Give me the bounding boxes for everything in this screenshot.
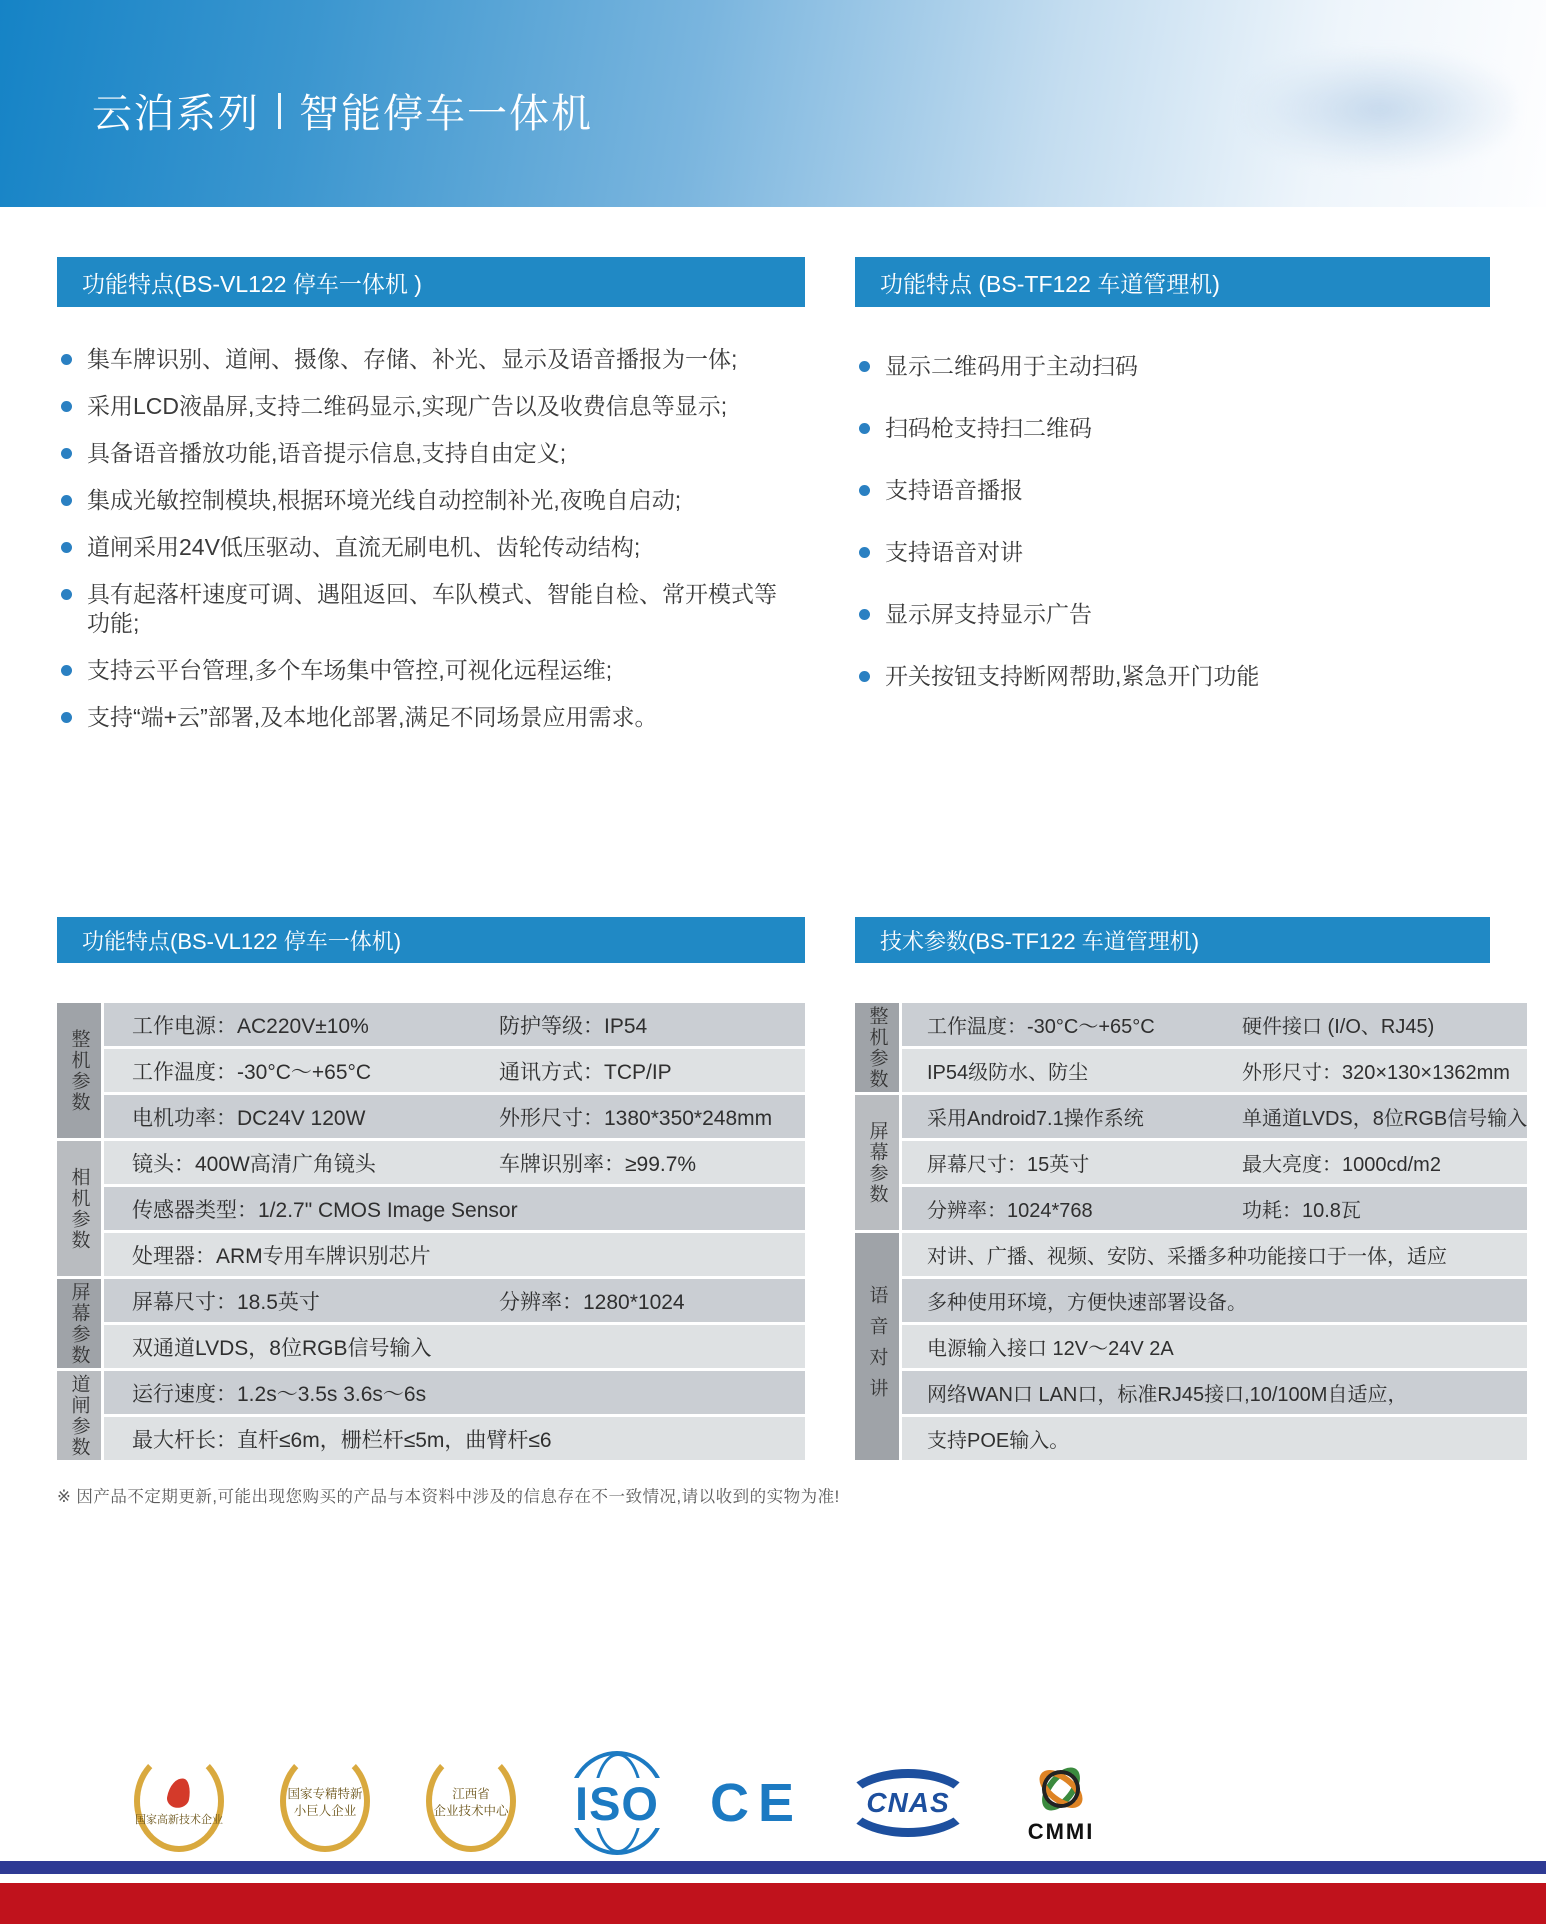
list-item bbox=[57, 439, 777, 468]
spec-sidebar bbox=[57, 1003, 104, 1463]
bullet-text: 支持语音对讲 bbox=[885, 538, 1023, 565]
spec-row bbox=[104, 1233, 805, 1279]
bullet-icon bbox=[61, 401, 72, 412]
spec-sidebar-section: 整机参数 bbox=[855, 1003, 899, 1095]
list-item bbox=[57, 656, 777, 685]
bullet-text: 具有起落杆速度可调、遇阻返回、车队模式、智能自检、常开模式等功能; bbox=[87, 580, 777, 636]
bullet-text: 显示二维码用于主动扫码 bbox=[885, 353, 1138, 379]
cert-label: 国家高新技术企业 bbox=[135, 1814, 223, 1827]
spec-cell: 车牌识别率：≥99.7% bbox=[499, 1152, 697, 1176]
spec-cell: 最大亮度：1000cd/m2 bbox=[1242, 1154, 1441, 1176]
page-title bbox=[92, 82, 593, 139]
list-item bbox=[855, 476, 1505, 505]
bullet-icon bbox=[859, 671, 870, 682]
list-item bbox=[855, 352, 1505, 381]
cert-label: CNAS bbox=[866, 1787, 950, 1818]
bullet-icon bbox=[61, 589, 72, 600]
cert-high-tech-enterprise-logo bbox=[126, 1746, 232, 1860]
spec-row bbox=[104, 1187, 805, 1233]
spec-cell: 分辨率：1024*768 bbox=[927, 1200, 1093, 1222]
bullet-text: 采用LCD液晶屏,支持二维码显示,实现广告以及收费信息等显示; bbox=[87, 392, 728, 419]
section-bar-features-tf122 bbox=[855, 257, 1490, 307]
footnote: ※ 因产品不定期更新,可能出现您购买的产品与本资料中涉及的信息存在不一致情况,请以收到的实物为准! bbox=[57, 1488, 840, 1506]
list-item bbox=[855, 662, 1505, 691]
section-bar-features-vl122 bbox=[57, 257, 805, 307]
section-bar-specs-vl122 bbox=[57, 917, 805, 963]
spec-row bbox=[902, 1049, 1527, 1095]
features-tf122-list bbox=[855, 352, 1505, 724]
bullet-text: 集车牌识别、道闸、摄像、存储、补光、显示及语音播报为一体; bbox=[87, 346, 738, 372]
title-series: 云泊系列 bbox=[92, 92, 260, 136]
spec-row bbox=[902, 1371, 1527, 1417]
bullet-text: 扫码枪支持扫二维码 bbox=[885, 414, 1092, 441]
spec-row bbox=[902, 1003, 1527, 1049]
spec-cell: 工作温度：-30°C～+65°C bbox=[927, 1016, 1155, 1038]
spec-sidebar-section: 相机参数 bbox=[57, 1141, 101, 1279]
spec-cell: 分辨率：1280*1024 bbox=[499, 1290, 685, 1314]
list-item bbox=[57, 486, 777, 515]
spec-cell: 传感器类型：1/2.7" CMOS Image Sensor bbox=[132, 1198, 518, 1222]
spec-cell: 功耗：10.8瓦 bbox=[1242, 1200, 1361, 1222]
spec-cell: 双通道LVDS，8位RGB信号输入 bbox=[132, 1336, 432, 1360]
bullet-text: 具备语音播放功能,语音提示信息,支持自由定义; bbox=[87, 439, 567, 466]
list-item bbox=[57, 345, 777, 374]
list-item bbox=[57, 703, 777, 732]
list-item bbox=[855, 538, 1505, 567]
section-bar-label: 技术参数(BS-TF122 车道管理机) bbox=[880, 928, 1200, 954]
spec-sidebar-section: 道闸参数 bbox=[57, 1371, 101, 1463]
bullet-text: 集成光敏控制模块,根据环境光线自动控制补光,夜晚自启动; bbox=[87, 486, 682, 513]
cert-logos-row bbox=[126, 1742, 1109, 1864]
cert-label: 小巨人企业 bbox=[293, 1804, 357, 1818]
bullet-text: 支持云平台管理,多个车场集中管控,可视化远程运维; bbox=[87, 656, 613, 683]
list-item bbox=[57, 580, 777, 638]
bullet-icon bbox=[859, 361, 870, 372]
cert-label: CE bbox=[710, 1773, 804, 1833]
spec-cell: 通讯方式：TCP/IP bbox=[499, 1060, 672, 1084]
header-banner bbox=[0, 0, 1546, 207]
cert-cmmi-logo bbox=[1013, 1762, 1109, 1845]
spec-cell: 外形尺寸：1380*350*248mm bbox=[499, 1106, 773, 1130]
spec-cell: IP54级防水、防尘 bbox=[927, 1062, 1089, 1084]
spec-sidebar-section: 语音对讲 bbox=[855, 1233, 899, 1463]
cert-label: 企业技术中心 bbox=[433, 1804, 509, 1818]
bullet-text: 支持“端+云”部署,及本地化部署,满足不同场景应用需求。 bbox=[87, 703, 658, 730]
spec-sidebar-section: 屏幕参数 bbox=[57, 1279, 101, 1371]
bullet-icon bbox=[61, 542, 72, 553]
spec-cell: 多种使用环境，方便快速部署设备。 bbox=[927, 1292, 1247, 1314]
spec-cell: 镜头：400W高清广角镜头 bbox=[132, 1152, 376, 1176]
bullet-icon bbox=[61, 495, 72, 506]
watermark-logo bbox=[1245, 52, 1515, 167]
list-item bbox=[57, 533, 777, 562]
spec-cell: 电源输入接口 12V～24V 2A bbox=[927, 1338, 1174, 1360]
spec-row bbox=[902, 1233, 1527, 1279]
section-bar-specs-tf122 bbox=[855, 917, 1490, 963]
spec-cell: 处理器：ARM专用车牌识别芯片 bbox=[132, 1244, 431, 1268]
cert-label: CMMI bbox=[1027, 1818, 1095, 1844]
bullet-text: 显示屏支持显示广告 bbox=[885, 600, 1092, 627]
bullet-text: 道闸采用24V低压驱动、直流无刷电机、齿轮传动结构; bbox=[87, 533, 641, 560]
spec-cell: 最大杆长：直杆≤6m，栅栏杆≤5m，曲臂杆≤6 bbox=[132, 1428, 552, 1452]
bullet-icon bbox=[61, 354, 72, 365]
spec-row bbox=[104, 1049, 805, 1095]
bullet-icon bbox=[859, 609, 870, 620]
spec-cell: 防护等级：IP54 bbox=[499, 1014, 648, 1038]
spec-cell: 工作电源：AC220V±10% bbox=[132, 1014, 369, 1038]
spec-row bbox=[104, 1325, 805, 1371]
list-item bbox=[57, 392, 777, 421]
spec-row bbox=[104, 1003, 805, 1049]
bullet-icon bbox=[61, 665, 72, 676]
spec-sidebar bbox=[855, 1003, 902, 1463]
spec-row bbox=[104, 1095, 805, 1141]
spec-cell: 屏幕尺寸：15英寸 bbox=[927, 1154, 1090, 1176]
spec-row bbox=[104, 1417, 805, 1463]
spec-row bbox=[902, 1417, 1527, 1463]
bullet-text: 开关按钮支持断网帮助,紧急开门功能 bbox=[885, 662, 1260, 689]
spec-cell: 网络WAN口 LAN口，标准RJ45接口,10/100M自适应， bbox=[927, 1384, 1408, 1406]
title-product: 智能停车一体机 bbox=[299, 92, 593, 136]
spec-row bbox=[104, 1141, 805, 1187]
cert-ce-logo bbox=[710, 1772, 803, 1834]
spec-cell: 外形尺寸：320×130×1362mm bbox=[1242, 1062, 1510, 1084]
spec-row bbox=[902, 1187, 1527, 1233]
cert-label: ISO bbox=[575, 1776, 659, 1830]
spec-table-tf122 bbox=[855, 1003, 1528, 1463]
features-vl122-list bbox=[57, 345, 777, 750]
bullet-icon bbox=[859, 423, 870, 434]
spec-cell: 支持POE输入。 bbox=[927, 1430, 1070, 1452]
cert-iso-logo bbox=[564, 1751, 670, 1855]
spec-sidebar-section: 整机参数 bbox=[57, 1003, 101, 1141]
spec-cell: 对讲、广播、视频、安防、采播多种功能接口于一体，适应 bbox=[927, 1246, 1447, 1268]
spec-sidebar-section: 屏幕参数 bbox=[855, 1095, 899, 1233]
list-item bbox=[855, 414, 1505, 443]
spec-table-vl122 bbox=[57, 1003, 805, 1463]
section-bar-label: 功能特点 (BS-TF122 车道管理机) bbox=[880, 270, 1220, 297]
bullet-icon bbox=[61, 712, 72, 723]
spec-row bbox=[902, 1095, 1527, 1141]
globe-swirl-icon bbox=[1034, 1762, 1088, 1816]
spec-row bbox=[902, 1325, 1527, 1371]
cert-label: 江西省 bbox=[452, 1787, 490, 1802]
spec-cell: 运行速度：1.2s～3.5s 3.6s～6s bbox=[132, 1382, 427, 1406]
cert-label: 国家专精特新 bbox=[287, 1787, 363, 1802]
bullet-icon bbox=[859, 547, 870, 558]
spec-cell: 单通道LVDS，8位RGB信号输入 bbox=[1242, 1108, 1528, 1130]
spec-cell: 硬件接口 (I/O、RJ45) bbox=[1242, 1016, 1435, 1038]
bullet-icon bbox=[859, 485, 870, 496]
spec-row bbox=[104, 1371, 805, 1417]
cert-jiangxi-tech-center-logo bbox=[418, 1746, 524, 1860]
section-bar-label: 功能特点(BS-VL122 停车一体机 ) bbox=[82, 270, 422, 297]
bullet-icon bbox=[61, 448, 72, 459]
bottom-stripe-blue bbox=[0, 1861, 1546, 1874]
spec-cell: 采用Android7.1操作系统 bbox=[927, 1108, 1144, 1130]
spec-cell: 电机功率：DC24V 120W bbox=[132, 1106, 366, 1130]
spec-cell: 工作温度：-30°C～+65°C bbox=[132, 1060, 372, 1084]
list-item bbox=[855, 600, 1505, 629]
spec-row bbox=[902, 1141, 1527, 1187]
spec-row bbox=[902, 1279, 1527, 1325]
bottom-stripe-red bbox=[0, 1883, 1546, 1924]
title-divider bbox=[278, 93, 281, 129]
spec-cell: 屏幕尺寸：18.5英寸 bbox=[132, 1290, 320, 1314]
spec-row bbox=[104, 1279, 805, 1325]
spec-rows bbox=[104, 1003, 805, 1463]
spec-rows bbox=[902, 1003, 1527, 1463]
cert-little-giant-logo bbox=[272, 1746, 378, 1860]
bullet-text: 支持语音播报 bbox=[885, 476, 1023, 503]
section-bar-label: 功能特点(BS-VL122 停车一体机) bbox=[82, 928, 402, 954]
cert-cnas-logo bbox=[843, 1769, 973, 1837]
flame-icon bbox=[166, 1776, 193, 1809]
